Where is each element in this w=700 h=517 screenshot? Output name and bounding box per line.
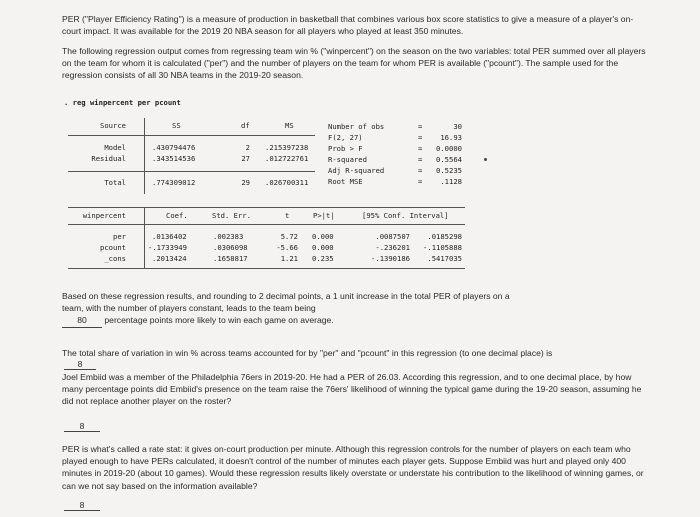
stat-label-probf: Prob > F xyxy=(328,144,363,153)
question-3: Joel Embiid was a member of the Philadelphia 76ers in 2019-20. He had a PER of 26.03. According this regression, and to one decimal place, by how many percentage points did Embiid's presence on the team raise the 76ers' likelihood of winning the typical game during the 19-20 season, assuming he did not replace another player on the roster? xyxy=(62,372,642,407)
coef-row-pcount-var: pcount xyxy=(100,243,126,252)
coef-row-per-coef: .0136402 xyxy=(152,232,187,241)
stat-eq-nobs: = xyxy=(418,122,423,131)
question-1 xyxy=(62,290,532,328)
coef-header-ci: [95% Conf. Interval] xyxy=(362,211,449,220)
stat-eq-adjrsq: = xyxy=(418,166,423,175)
stat-eq-rmse: = xyxy=(418,177,423,186)
anova-header-ms: MS xyxy=(285,121,294,130)
coef-row-per-lo: .0087507 xyxy=(375,232,410,241)
coef-row-pcount-t: -5.66 xyxy=(276,243,298,252)
coef-header-coef: Coef. xyxy=(166,211,188,220)
anova-row-total-ss: .774309012 xyxy=(152,178,196,187)
regression-command: reg winpercent per pcount xyxy=(72,98,181,107)
anova-row-residual-source: Residual xyxy=(91,154,126,163)
question-1-text-b: percentage points more likely to win each game on average. xyxy=(104,315,334,326)
answer-3-blank[interactable] xyxy=(64,421,100,432)
coef-row-per-se: .002383 xyxy=(213,232,244,241)
stat-eq-f: = xyxy=(418,133,423,142)
coef-bottom-rule-right xyxy=(145,268,465,269)
answer-3: 8 xyxy=(64,421,100,432)
anova-row-total-ms: .026700311 xyxy=(265,178,309,187)
anova-row-residual-df: 27 xyxy=(241,154,250,163)
stat-label-rsq: R-squared xyxy=(328,155,367,164)
coef-row-pcount-p: 0.000 xyxy=(312,243,334,252)
anova-header-rule-left xyxy=(68,135,144,136)
question-4: PER is what's called a rate stat: it gives on-court production per minute. Although this regression controls for the number of players on each team who played enough to have PERs calculated, it doesn't control of the number of minutes each player gets. Suppose Embiid was hurt and played only 400 minutes in 2019-20 (about 10 games). Would these regression results likely overstate or understate his contribution to the likelihood of winning games, or can we not say based on the information available? xyxy=(62,444,644,491)
answer-4-blank[interactable] xyxy=(64,500,100,511)
coef-row-pcount-hi: -.1105888 xyxy=(423,243,462,252)
anova-row-model-ss: .430794476 xyxy=(152,143,196,152)
stat-label-adjrsq: Adj R-squared xyxy=(328,166,385,175)
anova-header-rule-right xyxy=(145,135,315,136)
coef-header-rule-right xyxy=(145,224,465,225)
coef-vertical-rule xyxy=(144,207,145,269)
anova-total-rule-left xyxy=(68,171,144,172)
coef-row-pcount-lo: -.236201 xyxy=(375,243,410,252)
coef-row-cons-hi: .5417035 xyxy=(427,254,462,263)
anova-vertical-rule xyxy=(144,118,145,194)
stat-label-f: F(2, 27) xyxy=(328,133,363,142)
coef-row-cons-coef: .2013424 xyxy=(152,254,187,263)
stray-mark xyxy=(484,158,487,161)
coef-row-cons-se: .1658817 xyxy=(213,254,248,263)
intro-paragraph-1: PER ("Player Efficiency Rating") is a measure of production in basketball that combines various box score statistics to give a measure of a player's on-court impact. It was available for the 2019 20 NBA season for all players who played at least 350 minutes. xyxy=(62,14,634,37)
coef-top-rule-left xyxy=(68,207,144,208)
stat-label-nobs: Number of obs xyxy=(328,122,385,131)
coef-header-p: P>|t| xyxy=(313,211,335,220)
coef-top-rule-right xyxy=(145,207,465,208)
coef-header-rule-left xyxy=(68,224,144,225)
intro-paragraph-2: The following regression output comes from regressing team win % ("winpercent") on the season on the two variables: total PER summed over all players on the team for whom it is calculated ("per") and the number of players on the team for whom PER is available ("pcount"). The sample used for the regression consists of all 30 NBA teams in the 2019-20 season. xyxy=(62,46,646,81)
anova-total-rule-right xyxy=(145,171,315,172)
stat-eq-probf: = xyxy=(418,144,423,153)
coef-header-var: winpercent xyxy=(82,211,126,220)
coef-row-pcount-se: .0306098 xyxy=(213,243,248,252)
stat-value-nobs: 30 xyxy=(453,122,462,131)
stat-value-rmse: .1128 xyxy=(440,177,462,186)
stat-label-rmse: Root MSE xyxy=(328,177,363,186)
question-2: The total share of variation in win % across teams accounted for by "per" and "pcount" in this regression (to one decimal place) is xyxy=(62,348,553,358)
coef-row-cons-p: 0.235 xyxy=(312,254,334,263)
coef-bottom-rule-left xyxy=(68,268,144,269)
answer-1-blank[interactable] xyxy=(62,314,102,327)
anova-row-residual-ms: .012722761 xyxy=(265,154,309,163)
coef-row-per-var: per xyxy=(113,232,126,241)
coef-row-cons-var: _cons xyxy=(104,254,126,263)
stat-eq-rsq: = xyxy=(418,155,423,164)
coef-header-t: t xyxy=(285,211,290,220)
anova-row-model-ms: .215397238 xyxy=(265,143,309,152)
question-1-text-a: Based on these regression results, and rounding to 2 decimal points, a 1 unit increase in the total PER of players on a team, with the number of players constant, leads to the team being xyxy=(62,291,510,314)
answer-4: 8 xyxy=(64,500,100,511)
coef-row-pcount-coef: -.1733949 xyxy=(148,243,187,252)
regression-command-line xyxy=(64,98,181,107)
answer-1: 80 xyxy=(77,315,87,326)
coef-row-cons-lo: -.1390186 xyxy=(371,254,410,263)
anova-row-model-df: 2 xyxy=(245,143,250,152)
coef-header-se: Std. Err. xyxy=(212,211,251,220)
coef-row-per-p: 0.000 xyxy=(312,232,334,241)
command-prefix: . xyxy=(64,98,69,107)
answer-2: 8 xyxy=(64,359,96,370)
anova-row-total-source: Total xyxy=(104,178,126,187)
anova-row-residual-ss: .343514536 xyxy=(152,154,196,163)
answer-2-blank[interactable] xyxy=(64,359,96,370)
coef-row-cons-t: 1.21 xyxy=(280,254,298,263)
stat-value-f: 16.93 xyxy=(440,133,462,142)
anova-header-ss: SS xyxy=(172,121,181,130)
stat-value-adjrsq: 0.5235 xyxy=(436,166,462,175)
anova-row-model-source: Model xyxy=(104,143,126,152)
anova-row-total-df: 29 xyxy=(241,178,250,187)
coef-row-per-hi: .0185298 xyxy=(427,232,462,241)
anova-header-df: df xyxy=(241,121,250,130)
stat-value-rsq: 0.5564 xyxy=(436,155,462,164)
stat-value-probf: 0.0000 xyxy=(436,144,462,153)
anova-header-source: Source xyxy=(100,121,126,130)
coef-row-per-t: 5.72 xyxy=(280,232,298,241)
